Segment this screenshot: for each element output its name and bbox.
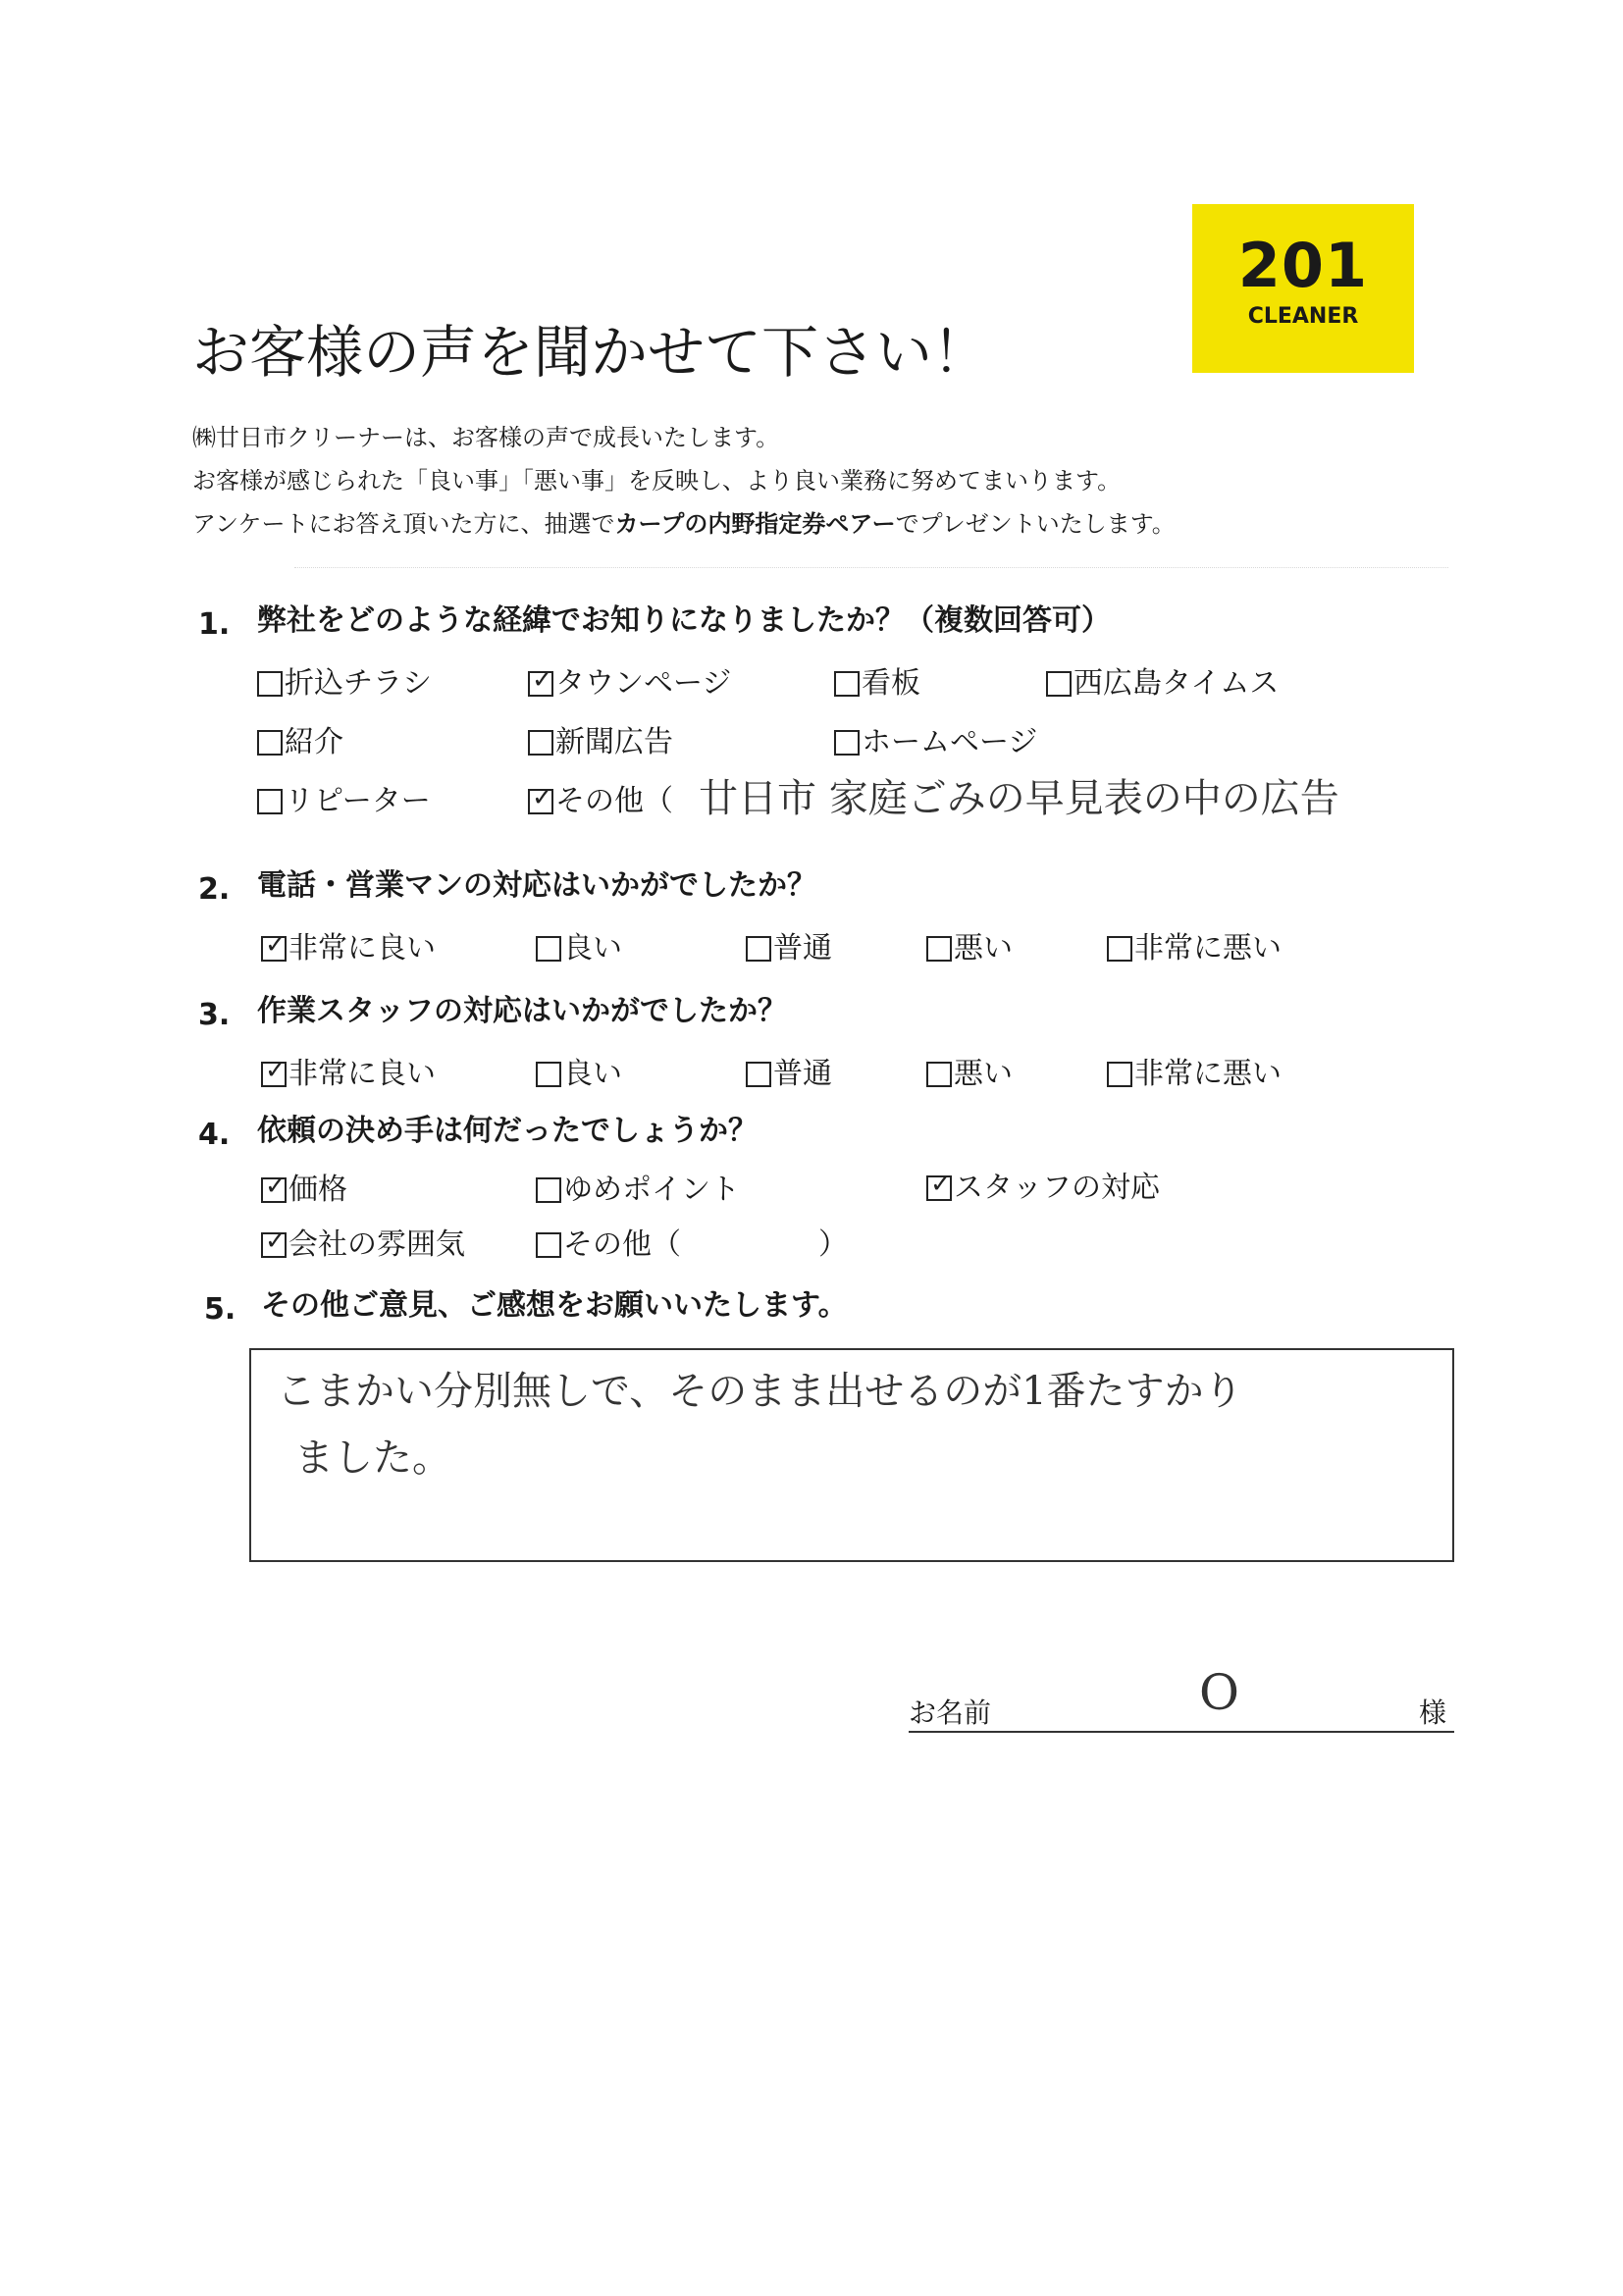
q2-option-very-bad[interactable] bbox=[1107, 931, 1282, 965]
name-suffix: 様 bbox=[1419, 1696, 1447, 1729]
q5-question: その他ご意見、ご感想をお願いいたします。 bbox=[261, 1288, 848, 1323]
checkbox[interactable] bbox=[926, 1062, 952, 1087]
q4-number: 4. bbox=[198, 1118, 231, 1152]
q4-option-yume-point[interactable] bbox=[536, 1175, 740, 1205]
q3-option-average[interactable] bbox=[746, 1057, 832, 1091]
check-mark-icon: ✓ bbox=[930, 1170, 952, 1199]
option-label: その他（ bbox=[555, 784, 673, 818]
option-label: 普通 bbox=[773, 931, 832, 965]
q1-option-townpage[interactable] bbox=[528, 665, 732, 701]
checkbox[interactable] bbox=[261, 930, 287, 962]
checkbox[interactable] bbox=[536, 1062, 561, 1087]
q2-option-bad[interactable] bbox=[926, 931, 1013, 965]
check-mark-icon: ✓ bbox=[265, 1056, 287, 1085]
q1-option-referral[interactable] bbox=[257, 725, 343, 759]
option-label: ゆめポイント bbox=[563, 1173, 740, 1207]
q1-other-handwritten: 廿日市 家庭ごみの早見表の中の広告 bbox=[699, 776, 1339, 821]
q2-option-average[interactable] bbox=[746, 931, 832, 965]
checkbox[interactable] bbox=[528, 783, 553, 814]
option-label: リピーター bbox=[285, 784, 431, 818]
checkbox[interactable] bbox=[261, 1172, 287, 1203]
checkbox[interactable] bbox=[528, 730, 553, 756]
name-underline bbox=[909, 1731, 1454, 1733]
comment-line-2: ました。 bbox=[294, 1435, 451, 1481]
q4-option-atmosphere[interactable] bbox=[261, 1226, 465, 1262]
option-label: 紹介 bbox=[285, 725, 343, 759]
checkbox[interactable] bbox=[834, 671, 860, 697]
comment-line-1: こまかい分別無しで、そのまま出せるのが1番たすかり bbox=[277, 1369, 1243, 1414]
check-mark-icon: ✓ bbox=[265, 930, 287, 960]
option-label: ホームページ bbox=[862, 725, 1038, 759]
company-logo bbox=[1192, 204, 1414, 373]
q4-other-close: ） bbox=[818, 1227, 848, 1262]
q4-option-staff[interactable] bbox=[926, 1170, 1160, 1205]
option-label: 悪い bbox=[954, 931, 1013, 965]
checkbox[interactable] bbox=[261, 1226, 287, 1258]
checkbox[interactable] bbox=[1107, 936, 1132, 962]
option-label: 普通 bbox=[773, 1057, 832, 1091]
checkbox[interactable] bbox=[746, 936, 771, 962]
option-label: 良い bbox=[563, 931, 622, 965]
q2-number: 2. bbox=[198, 872, 231, 907]
page-title: お客様の声を聞かせて下さい！ bbox=[192, 319, 990, 386]
option-label: 西広島タイムス bbox=[1073, 666, 1280, 701]
option-label: スタッフの対応 bbox=[954, 1171, 1160, 1205]
checkbox[interactable] bbox=[1046, 671, 1072, 697]
checkbox[interactable] bbox=[536, 1177, 561, 1203]
intro-line-2: お客様が感じられた「良い事」「悪い事」を反映し、より良い業務に努めてまいります。 bbox=[192, 467, 1122, 495]
option-label: 価格 bbox=[288, 1173, 347, 1207]
option-label: タウンページ bbox=[555, 666, 732, 701]
option-label: 折込チラシ bbox=[285, 666, 432, 701]
checkbox[interactable] bbox=[746, 1062, 771, 1087]
checkbox[interactable] bbox=[528, 665, 553, 697]
name-value[interactable]: O bbox=[1199, 1664, 1239, 1721]
check-mark-icon: ✓ bbox=[532, 783, 553, 812]
q3-number: 3. bbox=[198, 998, 231, 1032]
q1-option-flyer[interactable] bbox=[257, 666, 432, 701]
q1-number: 1. bbox=[198, 607, 231, 642]
option-label: 非常に良い bbox=[288, 931, 436, 965]
option-label: 看板 bbox=[862, 666, 920, 701]
checkbox[interactable] bbox=[257, 730, 283, 756]
option-label: 良い bbox=[563, 1057, 622, 1091]
intro-line-3 bbox=[192, 512, 1176, 536]
option-label: 非常に良い bbox=[288, 1057, 436, 1091]
q1-option-signboard[interactable] bbox=[834, 666, 920, 701]
q1-option-homepage[interactable] bbox=[834, 725, 1038, 759]
q2-question: 電話・営業マンの対応はいかがでしたか？ bbox=[257, 868, 816, 903]
q3-option-good[interactable] bbox=[536, 1057, 622, 1091]
logo-number: 201 bbox=[1237, 230, 1369, 301]
option-label: 非常に悪い bbox=[1134, 1057, 1282, 1091]
option-label: 会社の雰囲気 bbox=[288, 1227, 465, 1262]
checkbox[interactable] bbox=[257, 671, 283, 697]
q3-option-very-good[interactable] bbox=[261, 1056, 436, 1091]
q4-question: 依頼の決め手は何だったでしょうか？ bbox=[257, 1114, 758, 1148]
q5-number: 5. bbox=[204, 1292, 236, 1327]
checkbox[interactable] bbox=[261, 1056, 287, 1087]
q3-option-bad[interactable] bbox=[926, 1057, 1013, 1091]
intro-line-3-bold: カープの内野指定券ペアー bbox=[614, 510, 896, 538]
q4-option-other[interactable] bbox=[536, 1227, 681, 1262]
q4-option-price[interactable] bbox=[261, 1172, 347, 1207]
option-label: その他（ bbox=[563, 1227, 681, 1262]
checkbox[interactable] bbox=[536, 1232, 561, 1258]
logo-subtitle: CLEANER bbox=[1247, 304, 1359, 329]
option-label: 悪い bbox=[954, 1057, 1013, 1091]
check-mark-icon: ✓ bbox=[265, 1226, 287, 1256]
q3-question: 作業スタッフの対応はいかがでしたか？ bbox=[257, 994, 787, 1028]
q2-option-good[interactable] bbox=[536, 931, 622, 965]
q1-option-times[interactable] bbox=[1046, 666, 1280, 701]
check-mark-icon: ✓ bbox=[532, 665, 553, 695]
checkbox[interactable] bbox=[536, 936, 561, 962]
checkbox[interactable] bbox=[834, 730, 860, 756]
name-label: お名前 bbox=[909, 1696, 992, 1729]
intro-line-1: ㈱廿日市クリーナーは、お客様の声で成長いたします。 bbox=[192, 424, 780, 451]
q2-option-very-good[interactable] bbox=[261, 930, 436, 965]
option-label: 新聞広告 bbox=[555, 725, 673, 759]
check-mark-icon: ✓ bbox=[265, 1172, 287, 1201]
q1-option-other[interactable] bbox=[528, 783, 673, 818]
q1-option-repeater[interactable] bbox=[257, 784, 431, 818]
intro-line-3-pre: アンケートにお答え頂いた方に、抽選で bbox=[192, 510, 615, 538]
separator bbox=[294, 567, 1448, 568]
checkbox[interactable] bbox=[926, 936, 952, 962]
checkbox[interactable] bbox=[1107, 1062, 1132, 1087]
q3-option-very-bad[interactable] bbox=[1107, 1057, 1282, 1091]
checkbox[interactable] bbox=[257, 789, 283, 814]
checkbox[interactable] bbox=[926, 1170, 952, 1201]
option-label: 非常に悪い bbox=[1134, 931, 1282, 965]
intro-line-3-post: でプレゼントいたします。 bbox=[895, 510, 1176, 538]
q1-question: 弊社をどのような経緯でお知りになりましたか？（複数回答可） bbox=[257, 603, 1111, 638]
q1-option-newspaper[interactable] bbox=[528, 725, 673, 759]
